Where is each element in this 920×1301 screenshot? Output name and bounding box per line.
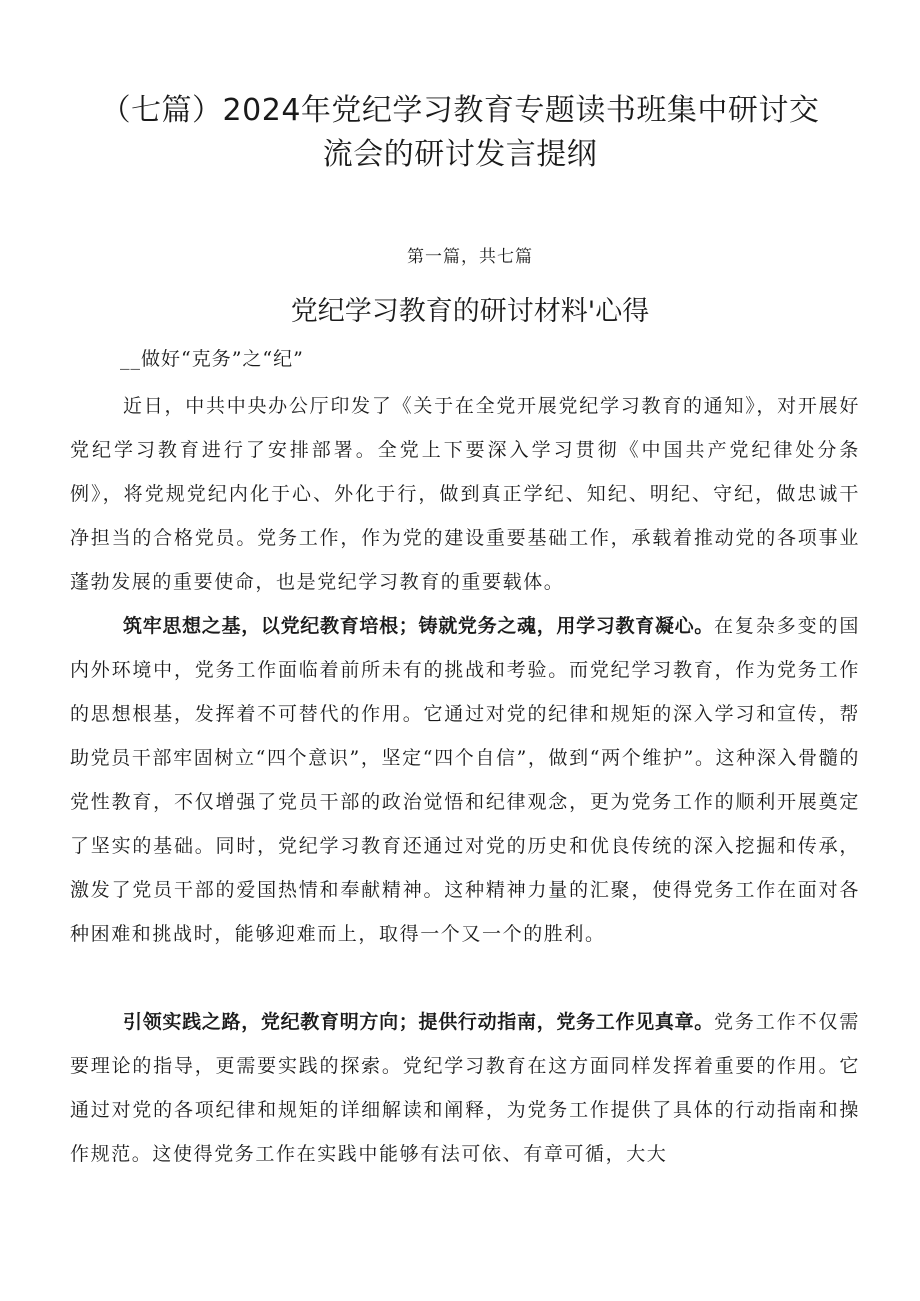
- paragraph-1-text: 近日，中共中央办公厅印发了《关于在全党开展党纪学习教育的通知》，对开展好党纪学习教育进行了安排部署。全党上下要深入学习贯彻《中国共产党纪律处分条例》，将党规党纪内化于心、外化于行，做到真正学纪、知纪、明纪、守纪，做忠诚干净担当的合格党员。党务工作，作为党的建设重要基础工作，承载着推动党的各项事业蓬勃发展的重要使命，也是党纪学习教育的重要载体。: [70, 395, 860, 593]
- document-title-line-2: 流会的研讨发言提纲: [322, 137, 598, 172]
- document-title-line-1: （七篇）2024年党纪学习教育专题读书班集中研讨交: [100, 93, 820, 128]
- body-paragraph-1: [70, 384, 860, 604]
- article-title: 党纪学习教育的研讨材料'心得: [290, 296, 650, 327]
- paragraph-3-text: 党务工作不仅需要理论的指导，更需要实践的探索。党纪学习教育在这方面同样发挥着重要的作用。它通过对党的各项纪律和规矩的详细解读和阐释，为党务工作提供了具体的行动指南和操作规范。这使得党务工作在实践中能够有法可依、有章可循，大大: [70, 1011, 860, 1165]
- paragraph-2-text: 在复杂多变的国内外环境中，党务工作面临着前所未有的挑战和考验。而党纪学习教育，作为党务工作的思想根基，发挥着不可替代的作用。它通过对党的纪律和规矩的深入学习和宣传，帮助党员干部牢固树立“四个意识”，坚定“四个自信”，做到“两个维护”。这种深入骨髓的党性教育，不仅增强了党员干部的政治觉悟和纪律观念，更为党务工作的顺利开展奠定了坚实的基础。同时，党纪学习教育还通过对党的历史和优良传统的深入挖掘和传承，激发了党员干部的爱国热情和奉献精神。这种精神力量的汇聚，使得党务工作在面对各种困难和挑战时，能够迎难而上，取得一个又一个的胜利。: [70, 615, 860, 945]
- paragraph-2-lead: 筑牢思想之基，以党纪教育培根；铸就党务之魂，用学习教育凝心。: [123, 615, 714, 637]
- body-paragraph-2: [70, 604, 860, 956]
- part-label: 第一篇，共七篇: [407, 247, 533, 267]
- body-paragraph-3: [70, 1000, 860, 1176]
- paragraph-3-lead: 引领实践之路，党纪教育明方向；提供行动指南，党务工作见真章。: [123, 1011, 714, 1033]
- article-subtitle: __做好“克务”之“纪”: [120, 348, 304, 370]
